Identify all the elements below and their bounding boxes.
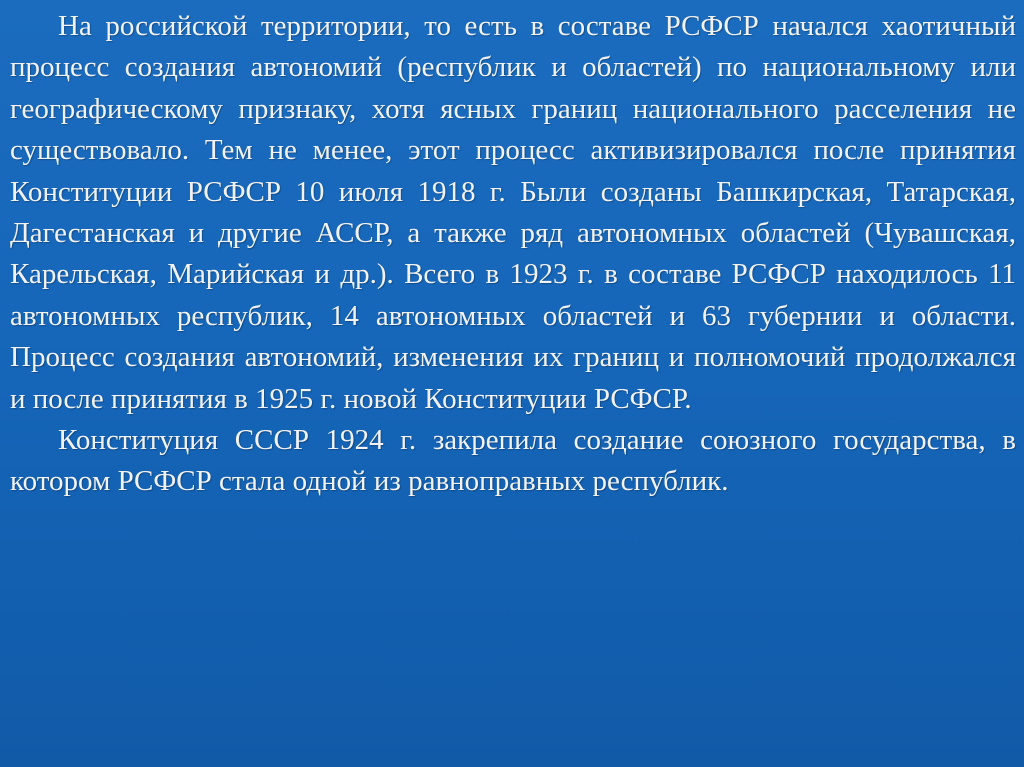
slide-text-block — [10, 6, 1016, 503]
paragraph-ussr-constitution: Конституция СССР 1924 г. закрепила создание союзного государства, в котором РСФСР стала одной из равноправных республик. — [10, 424, 1016, 498]
paragraph-autonomies: На российской территории, то есть в составе РСФСР начался хаотичный процесс создания автономий (республик и областей) по национальному или географическому признаку, хотя ясных границ национального расселения не существовало. Тем не менее, этот процесс активизировался после принятия Конституции РСФСР 10 июля 1918 г. Были созданы Башкирская, Татарская, Дагестанская и другие АССР, а также ряд автономных областей (Чувашская, Карельская, Марийская и др.). Всего в 1923 г. в составе РСФСР находилось 11 автономных республик, 14 автономных областей и 63 губернии и области. Процесс создания автономий, изменения их границ и полномочий продолжался и после принятия в 1925 г. новой Конституции РСФСР. — [10, 10, 1016, 415]
